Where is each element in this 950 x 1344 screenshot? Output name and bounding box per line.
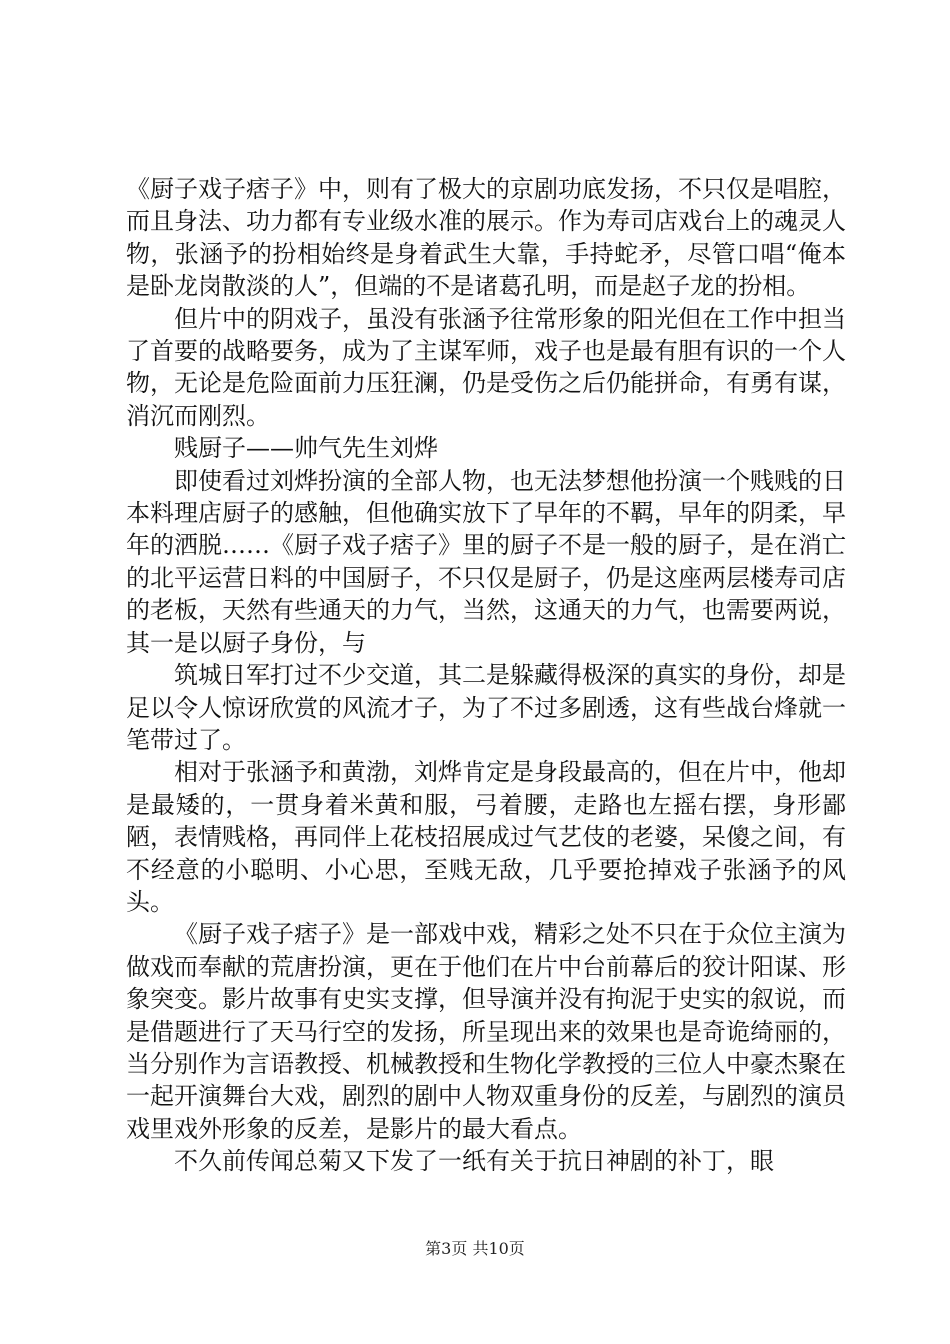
paragraph: 《厨子戏子痞子》中，则有了极大的京剧功底发扬，不只仅是唱腔，而且身法、功力都有专业级水准的展示。作为寿司店戏台上的魂灵人物，张涵予的扮相始终是身着武生大靠，手持蛇矛，尽管口唱“俺本是卧龙岗散淡的人”，但端的不是诸葛孔明，而是赵子龙的扮相。: [126, 175, 846, 301]
paragraph: 筑城日军打过不少交道，其二是躲藏得极深的真实的身份，却是足以令人惊讶欣赏的风流才子，为了不过多剧透，这有些战台烽就一笔带过了。: [126, 661, 846, 754]
paragraph: 但片中的阴戏子，虽没有张涵予往常形象的阳光但在工作中担当了首要的战略要务，成为了主谋军师，戏子也是最有胆有识的一个人物，无论是危险面前力压狂澜，仍是受伤之后仍能拼命，有勇有谋，消沉而刚烈。: [126, 304, 846, 430]
paragraph: 不久前传闻总菊又下发了一纸有关于抗日神剧的补丁，眼: [174, 1147, 774, 1176]
body-text: [126, 173, 846, 1178]
section-heading: 贱厨子——帅气先生刘烨: [174, 434, 438, 463]
paragraph: 即使看过刘烨扮演的全部人物，也无法梦想他扮演一个贱贱的日本料理店厨子的感触，但他确实放下了早年的不羁，早年的阴柔，早年的洒脱……《厨子戏子痞子》里的厨子不是一般的厨子，是在消亡的北平运营日料的中国厨子，不只仅是厨子，仍是这座两层楼寿司店的老板，天然有些通天的力气，当然，这通天的力气，也需要两说，其一是以厨子身份，与: [126, 466, 846, 657]
paragraph: 相对于张涵予和黄渤，刘烨肯定是身段最高的，但在片中，他却是最矮的，一贯身着米黄和服，弓着腰，走路也左摇右摆，身形鄙陋，表情贱格，再同伴上花枝招展成过气艺伎的老婆，呆傻之间，有不经意的小聪明、小心思，至贱无敌，几乎要抢掉戏子张涵予的风头。: [126, 758, 846, 916]
page-footer: 第3页 共10页: [425, 1239, 525, 1258]
paragraph: 《厨子戏子痞子》是一部戏中戏，精彩之处不只在于众位主演为做戏而奉献的荒唐扮演，更在于他们在片中台前幕后的狡计阳谋、形象突变。影片故事有史实支撑，但导演并没有拘泥于史实的叙说，而是借题进行了天马行空的发扬，所呈现出来的效果也是奇诡绮丽的，当分别作为言语教授、机械教授和生物化学教授的三位人中豪杰聚在一起开演舞台大戏，剧烈的剧中人物双重身份的反差，与剧烈的演员戏里戏外形象的反差，是影片的最大看点。: [126, 920, 846, 1143]
